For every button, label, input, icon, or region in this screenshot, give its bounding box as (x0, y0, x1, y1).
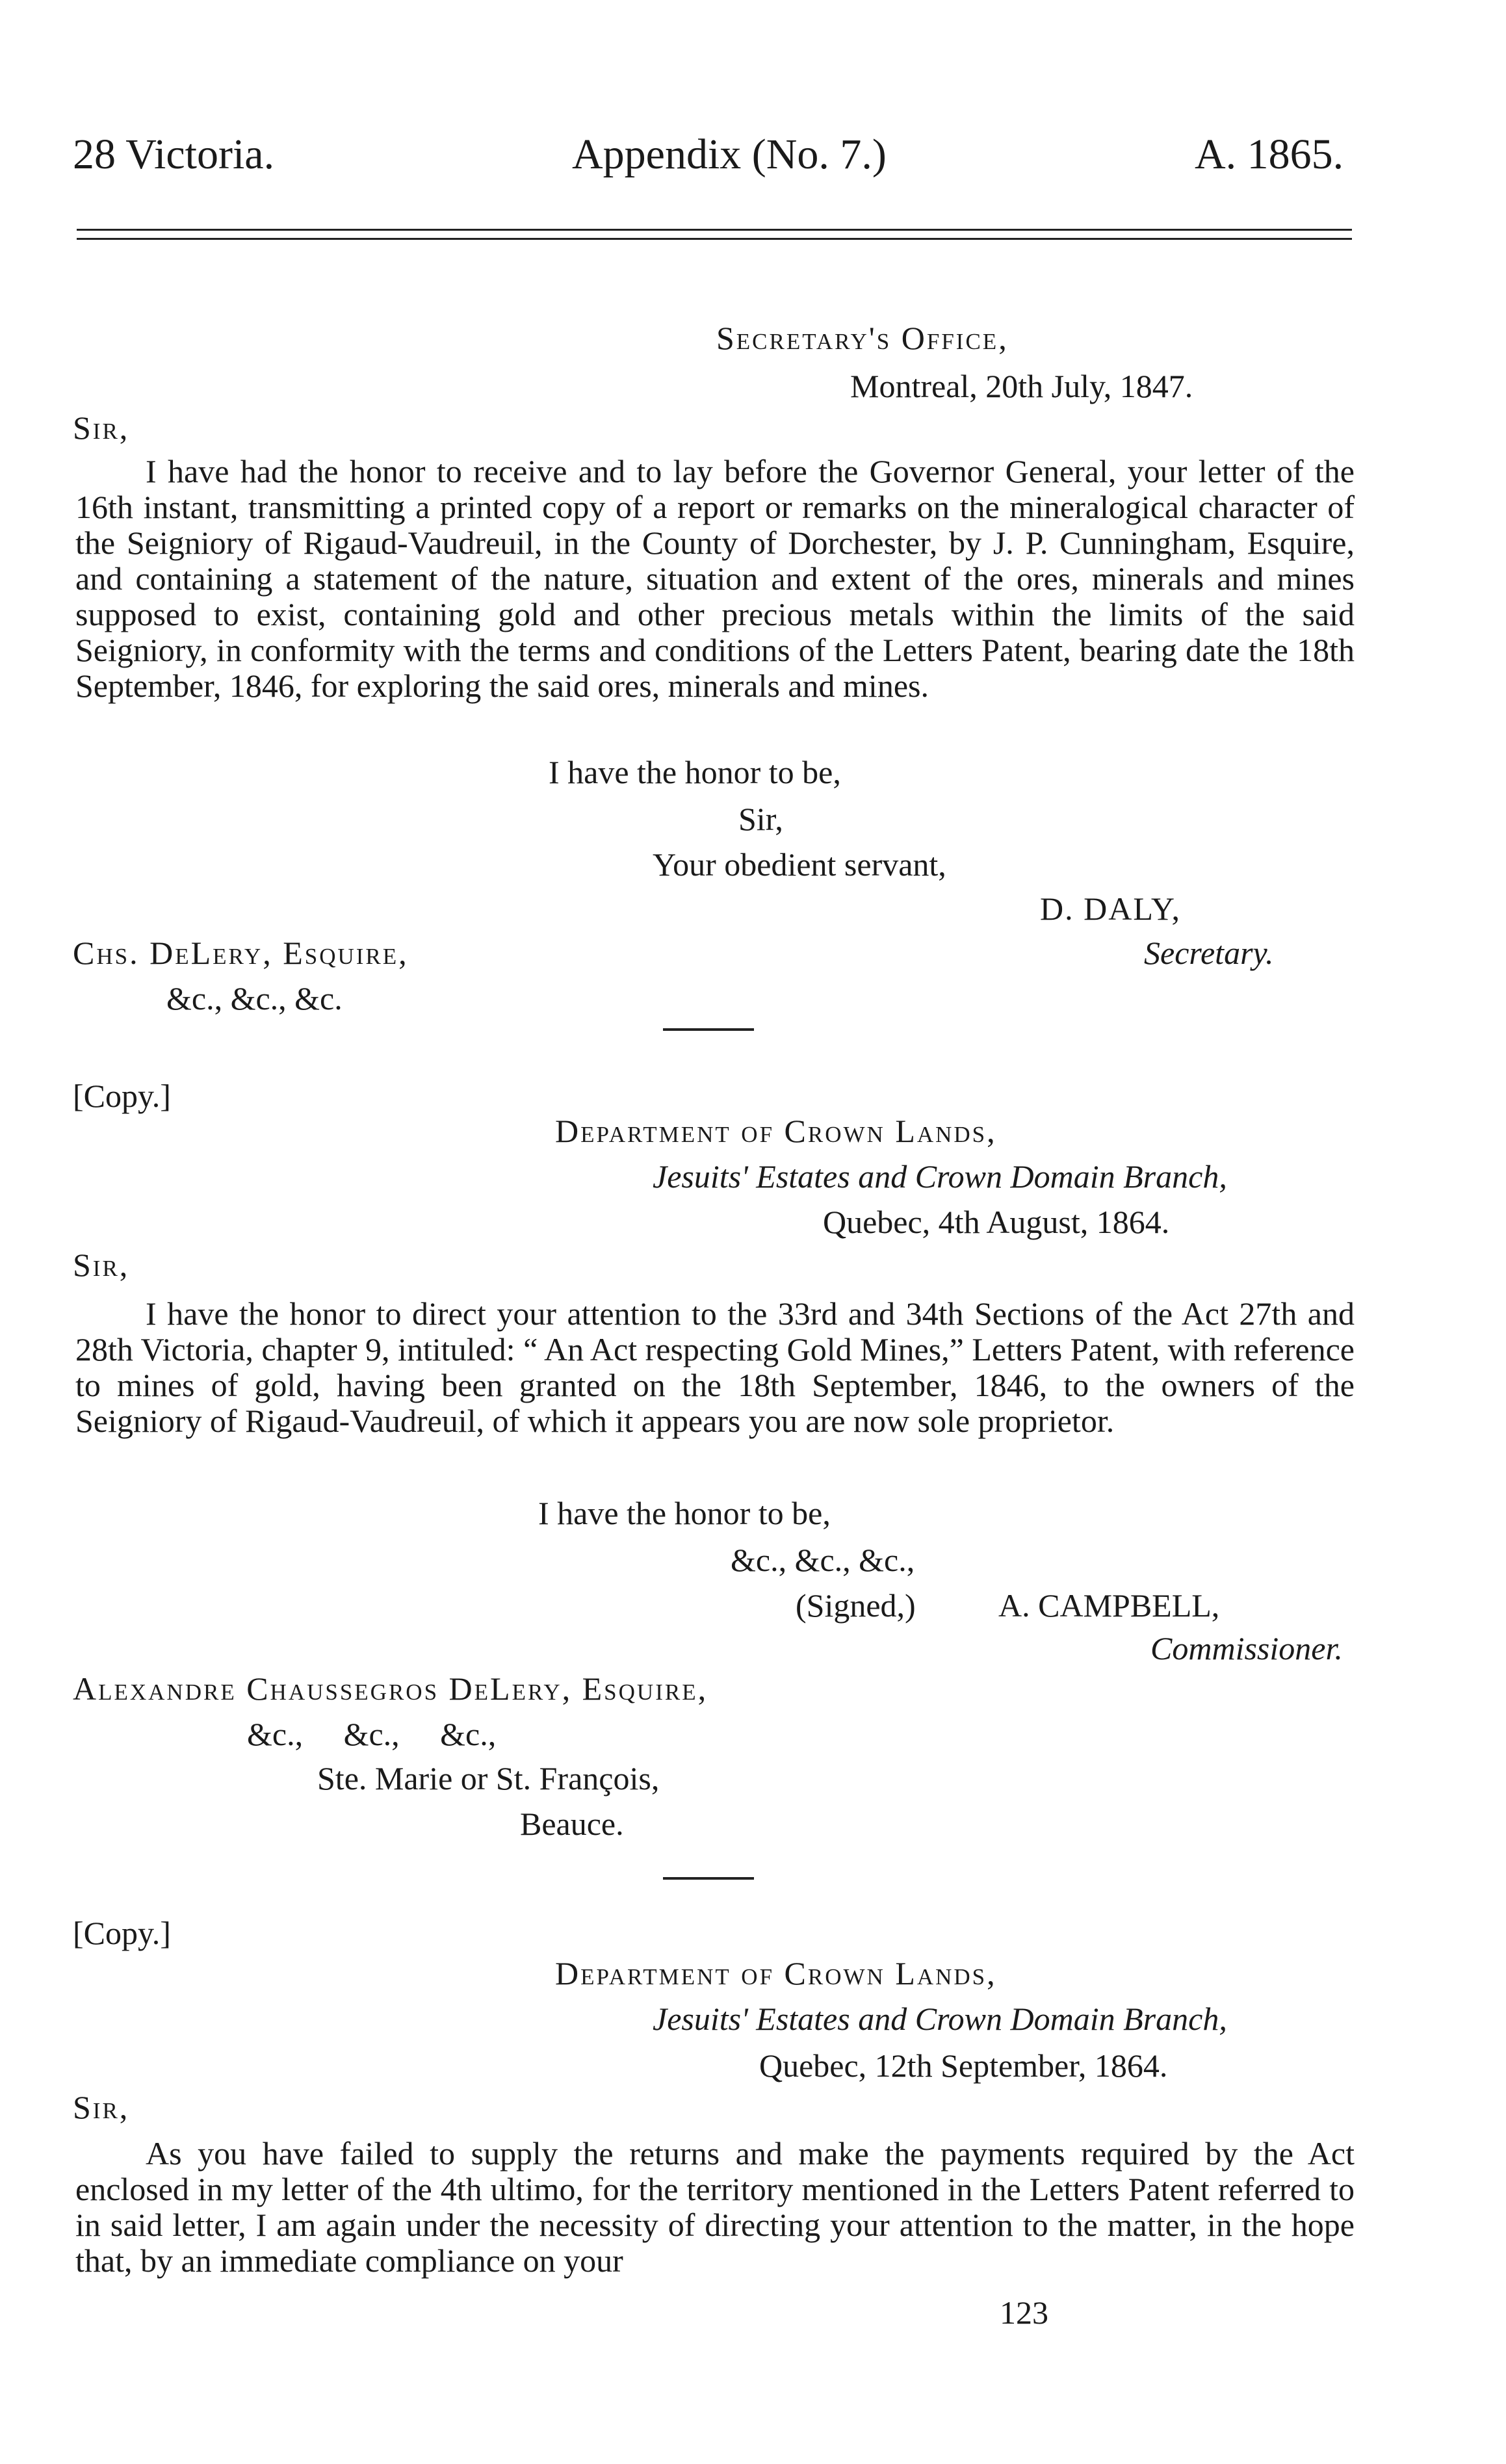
letter1-closing-1: I have the honor to be, (549, 754, 841, 790)
separator-1 (663, 1028, 754, 1031)
letter1-addressee-1: Chs. DeLery, Esquire, (73, 935, 409, 971)
letter1-office: Secretary's Office, (716, 320, 1009, 356)
letter1-body-text: I have had the honor to receive and to lay before the Governor General, your letter of the 16th instant, transmitting a printed copy of a report or remarks on the mineralogical character of the Seigniory of Rigaud-Vaudreuil, in the County of Dorchester, by J. P. Cunningham, Esquire, and containing a statement of the nature, situation and extent of the ores, minerals and mines supposed to exist, containing gold and other precious metals within the limits of the said Seigniory, in conformity with the terms and conditions of the Letters Patent, bearing date the 18th September, 1846, for exploring the said ores, minerals and mines. (75, 453, 1355, 704)
letter2-body-text: I have the honor to direct your attention to the 33rd and 34th Sections of the Act 27th and 28th Victoria, chapter 9, intituled: “ An Act respecting Gold Mines,” Letters Patent, with reference to mines of gold, having been granted on the 18th September, 1846, to the owners of the Seigniory of Rigaud-Vaudreuil, of which it appears you are now sole proprietor. (75, 1295, 1355, 1439)
letter2-signatory: A. CAMPBELL, (998, 1587, 1220, 1624)
letter2-body (75, 1296, 1355, 1439)
header-rule-top (77, 229, 1352, 231)
letter3-body-text: As you have failed to supply the returns and make the payments required by the Act enclosed in my letter of the 4th ultimo, for the territory mentioned in the Letters Patent referred to in said letter, I am again under the necessity of directing your attention to the matter, in the hope that, by an immediate compliance on your (75, 2135, 1355, 2279)
letter3-branch: Jesuits' Estates and Crown Domain Branch, (653, 2001, 1227, 2037)
letter1-body (75, 454, 1355, 704)
letter3-salutation: Sir, (73, 2089, 130, 2125)
letter1-addressee-2: &c., &c., &c. (166, 980, 343, 1017)
letter3-copy: [Copy.] (73, 1915, 171, 1951)
letter2-signatory-title: Commissioner. (1150, 1630, 1343, 1666)
letter1-closing-3: Your obedient servant, (653, 846, 946, 883)
letter1-place-date: Montreal, 20th July, 1847. (850, 368, 1193, 404)
header-left: 28 Victoria. (73, 131, 275, 178)
letter2-copy: [Copy.] (73, 1078, 171, 1114)
letter2-salutation: Sir, (73, 1247, 130, 1283)
letter1-signatory-title: Secretary. (1144, 935, 1274, 971)
letter3-department: Department of Crown Lands, (555, 1955, 997, 1991)
letter2-addressee-1: Alexandre Chaussegros DeLery, Esquire, (73, 1670, 708, 1707)
page-number: 123 (1000, 2294, 1048, 2331)
letter3-body (75, 2136, 1355, 2279)
letter2-signed: (Signed,) (796, 1587, 916, 1624)
separator-2 (663, 1877, 754, 1880)
letter2-closing-2: &c., &c., &c., (731, 1542, 915, 1578)
header-center: Appendix (No. 7.) (572, 131, 887, 178)
letter1-signatory: D. DALY, (1040, 890, 1182, 927)
letter1-closing-2: Sir, (738, 801, 783, 837)
letter2-addressee-4: Beauce. (520, 1806, 624, 1842)
letter2-department: Department of Crown Lands, (555, 1113, 997, 1149)
letter2-branch: Jesuits' Estates and Crown Domain Branch, (653, 1158, 1227, 1195)
header-rule-bottom (77, 238, 1352, 240)
letter2-addressee-2: &c., &c., &c., (247, 1716, 497, 1752)
letter2-closing-1: I have the honor to be, (538, 1495, 831, 1531)
letter3-place-date: Quebec, 12th September, 1864. (759, 2047, 1168, 2084)
letter2-place-date: Quebec, 4th August, 1864. (823, 1204, 1170, 1240)
header-right: A. 1865. (1195, 131, 1344, 178)
letter1-salutation: Sir, (73, 409, 130, 446)
letter2-addressee-3: Ste. Marie or St. François, (317, 1760, 660, 1796)
